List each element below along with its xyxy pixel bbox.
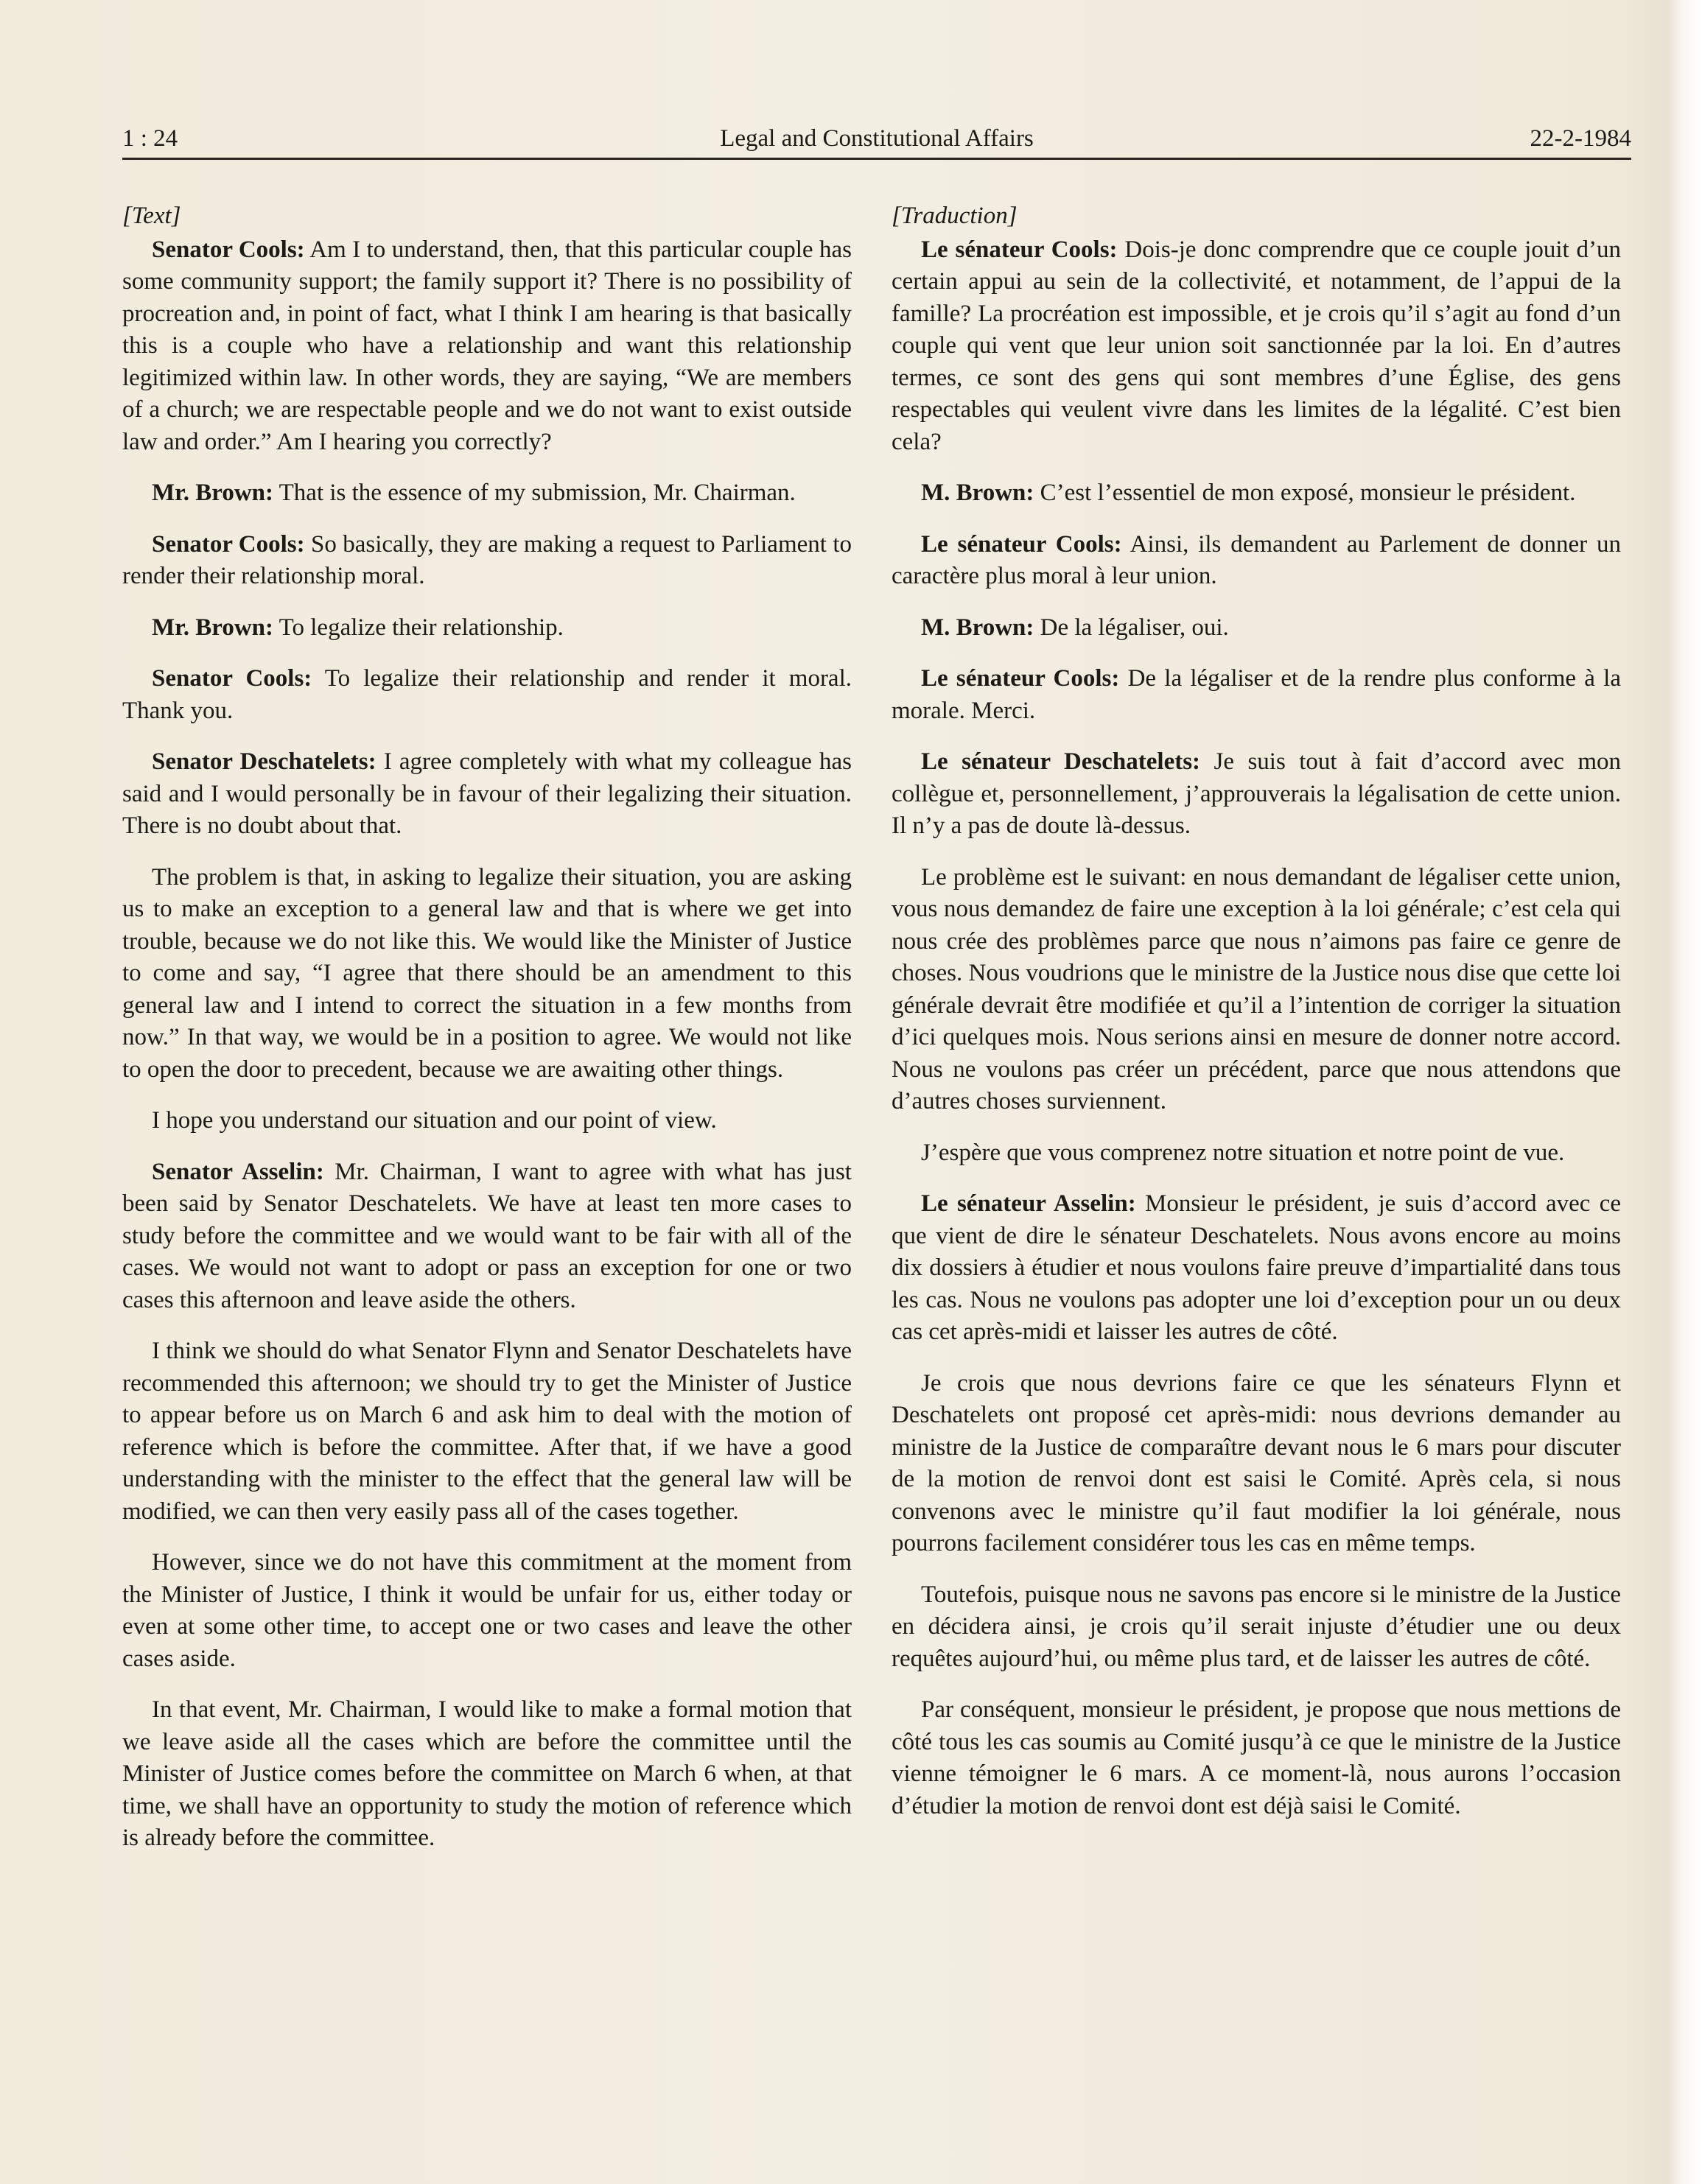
- paragraph: [892, 1137, 1621, 1170]
- paragraph-text: In that event, Mr. Chairman, I would like to make a formal motion that we leave aside all the cases which are before the committee until the Minister of Justice comes before the committee on March 6 when, at that time, we shall have an opportunity to study the motion of reference which is already before the committee.: [122, 1696, 852, 1851]
- paragraph-text: The problem is that, in asking to legalize their situation, you are asking us to make an exception to a general law and that is where we get into trouble, because we do not like this. We would like the Minister of Justice to come and say, “I agree that there should be an amendment to this general law and I intend to correct the situation in a few months from now.” In that way, we would be in a position to agree. We would not like to open the door to precedent, because we are awaiting other things.: [122, 863, 852, 1083]
- speaker-name: Le sénateur Cools:: [921, 530, 1122, 558]
- paragraph: [122, 529, 852, 593]
- speaker-name: Senator Asselin:: [152, 1158, 324, 1185]
- paragraph: [892, 746, 1621, 843]
- paragraph: [122, 1156, 852, 1317]
- paragraph: [122, 1694, 852, 1855]
- paragraph: [892, 1188, 1621, 1349]
- paragraph: [892, 862, 1621, 1118]
- speaker-name: Le sénateur Asselin:: [921, 1190, 1136, 1217]
- paragraph-text: So basically, they are making a request to Parliament to render their relationship moral.: [122, 530, 852, 589]
- paragraph-text: Am I to understand, then, that this particular couple has some community support; the family support it? There is no possibility of procreation and, in point of fact, what I think I am hearing is that basically this is a couple who have a relationship and want this relationship legitimized within law. In other words, they are saying, “We are members of a church; we are respectable people and we do not want to exist outside law and order.” Am I hearing you correctly?: [122, 236, 852, 455]
- paragraph-text: Je crois que nous devrions faire ce que les sénateurs Flynn et Deschatelets ont proposé cet après-midi: nous devrions demander au ministre de la Justice de comparaître devant nous le 6 mars pour discuter de la motion de renvoi dont est saisi le Comité. Après cela, si nous convenons avec le ministre qu’il faut modifier la loi générale, nous pourrons facilement considérer tous les cas en même temps.: [892, 1369, 1621, 1556]
- speaker-name: M. Brown:: [921, 480, 1034, 506]
- paragraph: [122, 1335, 852, 1528]
- paragraph-text: Mr. Chairman, I want to agree with what has just been said by Senator Deschatelets. We have at least ten more cases to study before the committee and we would want to be fair with all of the cases. We would not want to adopt or pass an exception for one or two cases this afternoon and leave aside the others.: [122, 1158, 852, 1313]
- paragraph: [122, 1105, 852, 1137]
- paragraph-text: Ainsi, ils demandent au Parlement de donner un caractère plus moral à leur union.: [892, 530, 1621, 589]
- column-tag: [Traduction]: [892, 203, 1018, 229]
- french-column: [892, 200, 1621, 1841]
- running-header: [122, 124, 1631, 158]
- paragraph: [122, 862, 852, 1086]
- speaker-name: Le sénateur Deschatelets:: [921, 748, 1201, 775]
- paragraph: [892, 529, 1621, 593]
- paragraph-text: However, since we do not have this commitment at the moment from the Minister of Justice, I think it would be unfair for us, either today or even at some other time, to accept one or two cases and leave the other cases aside.: [122, 1549, 852, 1672]
- paragraph-text: Le problème est le suivant: en nous demandant de légaliser cette union, vous nous demandez de faire une exception à la loi générale; c’est cela qui nous crée des problèmes parce que nous n’aimons pas faire ce genre de choses. Nous voudrions que le ministre de la Justice nous dise que cette loi générale devrait être modifiée et qu’il a l’intention de corriger la situation d’ici quelques mois. Nous serions ainsi en mesure de donner notre accord. Nous ne voulons pas créer un précédent, parce que nous attendons que d’autres choses surviennent.: [892, 863, 1621, 1114]
- page-title: Legal and Constitutional Affairs: [720, 125, 1034, 152]
- page-edge: [1667, 0, 1702, 2184]
- paragraph: [122, 612, 852, 645]
- paragraph-text: De la légaliser et de la rendre plus conforme à la morale. Merci.: [892, 665, 1622, 724]
- paragraph: [892, 612, 1621, 645]
- paragraph-text: Toutefois, puisque nous ne savons pas encore si le ministre de la Justice en décidera ainsi, je crois qu’il serait injuste d’étudier une ou deux requêtes aujourd’hui, ou même plus tard, et de laisser les autres de côté.: [892, 1581, 1621, 1672]
- paragraph-text: To legalize their relationship and render it moral. Thank you.: [122, 665, 852, 724]
- header-rule: [122, 158, 1631, 160]
- paragraph: [892, 663, 1621, 727]
- paragraph-text: Je suis tout à fait d’accord avec mon collègue et, personnellement, j’approuverais la légalisation de cette union. Il n’y a pas de doute là-dessus.: [892, 748, 1621, 839]
- speaker-name: Senator Cools:: [152, 530, 305, 558]
- speaker-name: Mr. Brown:: [152, 614, 273, 641]
- paragraph-text: Dois-je donc comprendre que ce couple jouit d’un certain appui au sein de la collectivité, et notamment, de l’appui de la famille? La procréation est impossible, et je crois qu’il s’agit au fond d’un couple qui vent que leur union soit sanctionnée par la loi. En d’autres termes, ce sont des gens qui sont membres d’une Église, des gens respectables qui veulent vivre dans les limites de la légalité. C’est bien cela?: [892, 236, 1622, 455]
- paragraph: [122, 663, 852, 727]
- paragraph: [122, 746, 852, 843]
- paragraph: [892, 1694, 1621, 1822]
- speaker-name: Le sénateur Cools:: [921, 665, 1120, 692]
- speaker-name: Senator Cools:: [152, 236, 305, 263]
- paragraph-text: That is the essence of my submission, Mr. Chairman.: [273, 480, 796, 506]
- english-column: [122, 200, 852, 1874]
- speaker-name: Mr. Brown:: [152, 480, 273, 506]
- paragraph-text: I agree completely with what my colleague has said and I would personally be in favour of their legalizing their situation. There is no doubt about that.: [122, 748, 852, 839]
- paragraph: [892, 1579, 1621, 1676]
- paragraph-text: Monsieur le président, je suis d’accord avec ce que vient de dire le sénateur Deschatelets. Nous avons encore au moins dix dossiers à étudier et nous voulons faire preuve d’impartialité dans tous les cas. Nous ne voulons pas adopter une loi d’exception pour un ou deux cas cet après-midi et laisser les autres de côté.: [892, 1190, 1622, 1345]
- paragraph-text: To legalize their relationship.: [273, 614, 564, 641]
- paragraph-text: I think we should do what Senator Flynn and Senator Deschatelets have recommended this afternoon; we should try to get the Minister of Justice to appear before us on March 6 and ask him to deal with the motion of reference which is before the committee. After that, if we have a good understanding with the minister to the effect that the general law will be modified, we can then very easily pass all of the cases together.: [122, 1338, 852, 1525]
- paragraph-text: I hope you understand our situation and our point of view.: [152, 1107, 717, 1134]
- paragraph: [122, 234, 852, 459]
- column-tag: [Text]: [122, 203, 181, 229]
- paragraph: [122, 477, 852, 510]
- speaker-name: Senator Deschatelets:: [152, 748, 377, 775]
- paragraph: [892, 477, 1621, 510]
- paragraph-text: C’est l’essentiel de mon exposé, monsieur le président.: [1034, 480, 1576, 506]
- speaker-name: Le sénateur Cools:: [921, 236, 1118, 263]
- page-number: 1 : 24: [122, 125, 178, 152]
- paragraph: [122, 1547, 852, 1675]
- paragraph: [892, 234, 1621, 459]
- paragraph-text: Par conséquent, monsieur le président, je propose que nous mettions de côté tous les cas soumis au Comité jusqu’à ce que le ministre de la Justice vienne témoigner le 6 mars. A ce moment-là, nous aurons l’occasion d’étudier la motion de renvoi dont est déjà saisi le Comité.: [892, 1696, 1621, 1819]
- speaker-name: M. Brown:: [921, 614, 1034, 641]
- paragraph: [892, 1368, 1621, 1560]
- header-date: 22-2-1984: [1530, 125, 1631, 152]
- speaker-name: Senator Cools:: [152, 665, 312, 692]
- paragraph-text: De la légaliser, oui.: [1034, 614, 1229, 641]
- paragraph-text: J’espère que vous comprenez notre situation et notre point de vue.: [921, 1139, 1565, 1166]
